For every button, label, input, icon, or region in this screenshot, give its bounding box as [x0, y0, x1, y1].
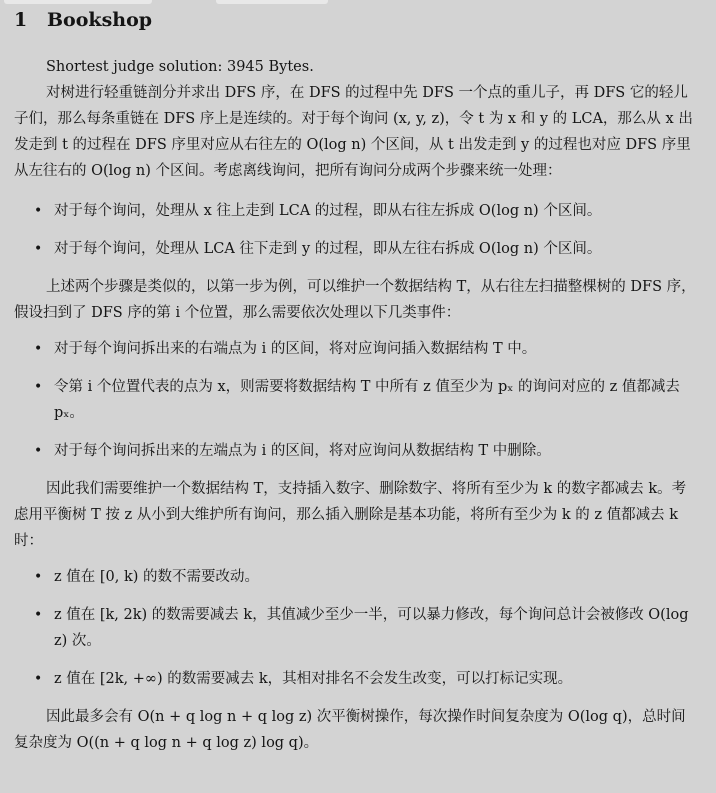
- list-item: • 对于每个询问拆出来的右端点为 i 的区间，将对应询问插入数据结构 T 中。: [14, 336, 696, 362]
- list-item: • 对于每个询问拆出来的左端点为 i 的区间，将对应询问从数据结构 T 中删除。: [14, 438, 696, 464]
- list-item: • z 值在 [k, 2k) 的数需要减去 k，其值减少至少一半，可以暴力修改，每个询问总计会被修改 O(log z) 次。: [14, 602, 696, 654]
- list-item: • z 值在 [0, k) 的数不需要改动。: [14, 564, 696, 590]
- list-item: • 令第 i 个位置代表的点为 x，则需要将数据结构 T 中所有 z 值至少为 pₓ 的询问对应的 z 值都减去 pₓ。: [14, 374, 696, 426]
- list-item: • z 值在 [2k, +∞) 的数需要减去 k，其相对排名不会发生改变，可以打标记实现。: [14, 666, 696, 692]
- section-title-text: Bookshop: [47, 9, 153, 31]
- list-item: • 对于每个询问，处理从 LCA 往下走到 y 的过程，即从左往右拆成 O(log n) 个区间。: [14, 236, 696, 262]
- section-title: [14, 8, 696, 32]
- section-number: 1: [14, 9, 28, 31]
- paragraph-1: 对树进行轻重链剖分并求出 DFS 序，在 DFS 的过程中先 DFS 一个点的重儿子，再 DFS 它的轻儿子们，那么每条重链在 DFS 序上是连续的。对于每个询问 (x, y, z)，令 t 为 x 和 y 的 LCA，那么从 x 出发走到 t 的过程在 DFS 序里对应从右往左的 O(log n) 个区间，从 t 出发走到 y 的过程也对应 DFS 序里从左往右的 O(log n) 个区间。考虑离线询问，把所有询问分成两个步骤来统一处理：: [14, 85, 693, 179]
- intro-line: Shortest judge solution: 3945 Bytes.: [46, 59, 314, 75]
- step-list: [14, 198, 696, 262]
- paragraph-3: 因此我们需要维护一个数据结构 T，支持插入数字、删除数字、将所有至少为 k 的数字都减去 k。考虑用平衡树 T 按 z 从小到大维护所有询问，那么插入删除是基本功能，将所有至少为 k 的 z 值都减去 k 时：: [14, 481, 687, 549]
- paragraph-2: 上述两个步骤是类似的，以第一步为例，可以维护一个数据结构 T，从右往左扫描整棵树的 DFS 序，假设扫到了 DFS 序的第 i 个位置，那么需要依次处理以下几类事件：: [14, 279, 696, 321]
- case-list: [14, 564, 696, 692]
- event-list: [14, 336, 696, 464]
- paragraph-4: 因此最多会有 O(n + q log n + q log z) 次平衡树操作，每次操作时间复杂度为 O(log q)，总时间复杂度为 O((n + q log n + q log z) log q)。: [14, 709, 686, 751]
- list-item: • 对于每个询问，处理从 x 往上走到 LCA 的过程，即从右往左拆成 O(log n) 个区间。: [14, 198, 696, 224]
